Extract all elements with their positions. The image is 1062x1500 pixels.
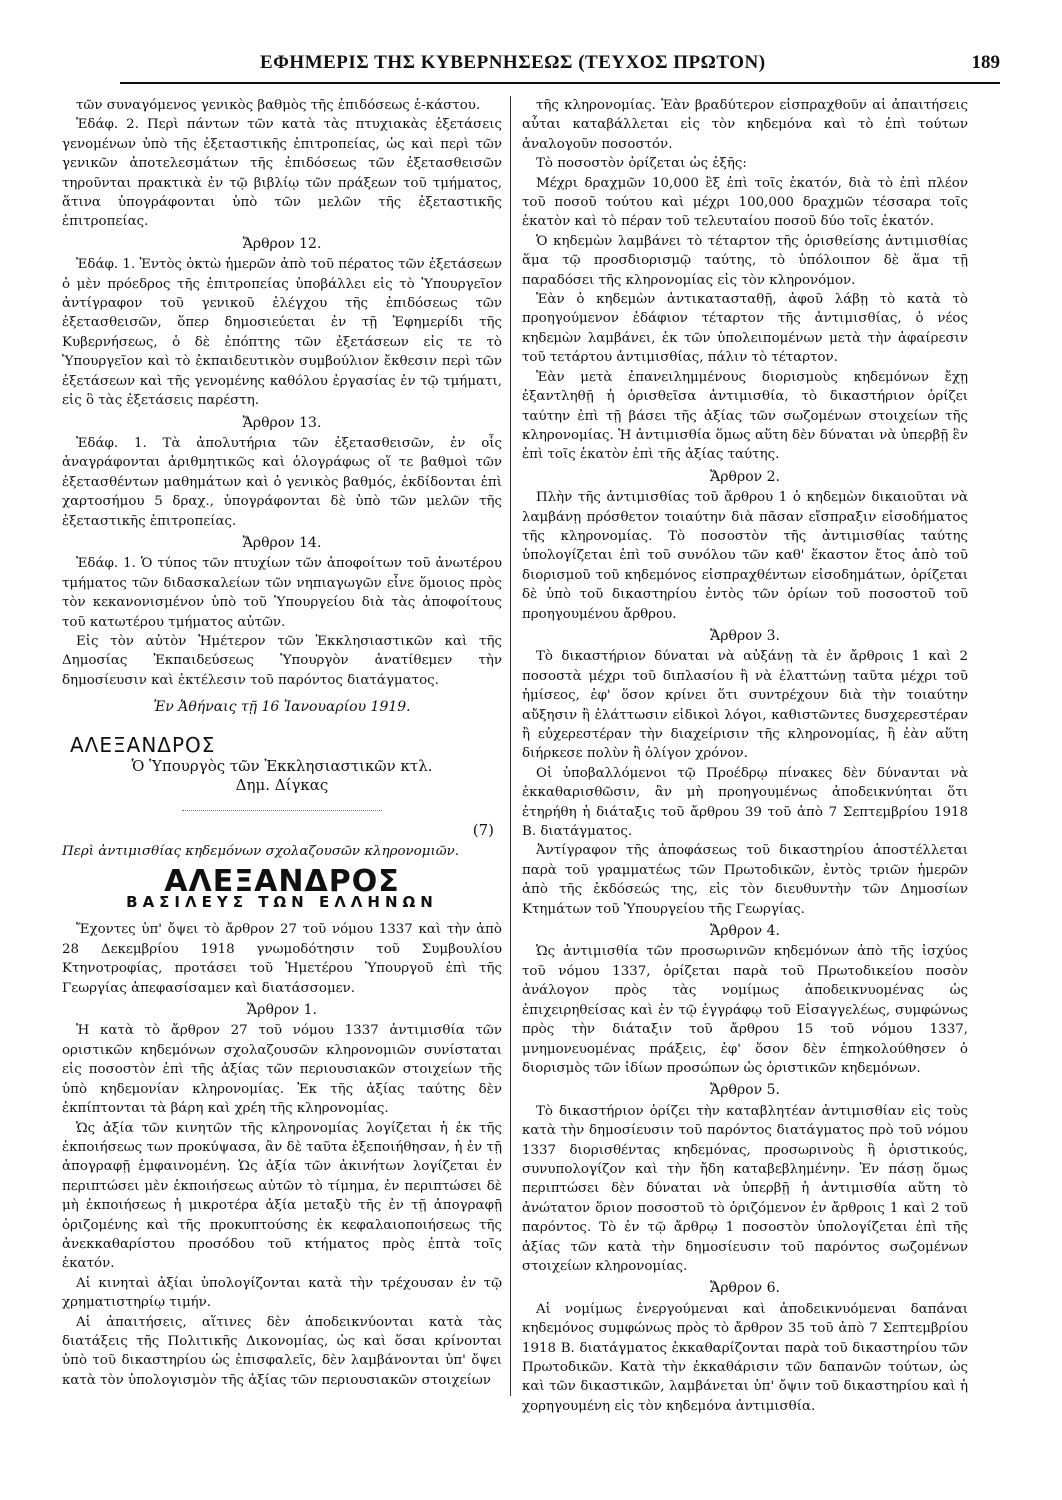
paragraph: Τὸ δικαστήριον δύναται νὰ αὐξάνῃ τὰ ἐν ἄρθροις 1 καὶ 2 ποσοστὰ μέχρι τοῦ διπλασίου ἢ νὰ ἐλαττώνῃ ταῦτα μέχρι τοῦ ἡμίσεος, ἐφ' ὅσον κρίνει ὅτι συντρέχουν διὰ τὴν τοιαύτην αὔξησιν ἢ ἐλάττωσιν εἰδικοὶ λόγοι, καθιστῶντες δυσχερεστέραν ἢ εὐχερεστέραν τὴν διαχείρισιν τῆς κληρονομίας, ἢ ἐὰν αὕτη διήρκεσε πολὺν ἢ ὀλίγον χρόνον. [522, 649, 968, 762]
gazette-title: ΕΦΗΜΕΡΙΣ ΤΗΣ ΚΥΒΕΡΝΗΣΕΩΣ (ΤΕΥΧΟΣ ΠΡΩΤΟΝ) [260, 52, 766, 73]
paragraph: Ὡς ἀντιμισθία τῶν προσωρινῶν κηδεμόνων ἀπὸ τῆς ἰσχύος τοῦ νόμου 1337, ὁρίζεται παρὰ τοῦ Πρωτοδικείου ποσὸν ἀνάλογον πρὸς τὰς νομίμως ἀποδεικνυομένας ὡς ἐπιχειρηθείσας καὶ ἐν τῷ ἐγγράφῳ τοῦ Εἰσαγγελέως, συμφώνως πρὸς τὴν διάταξιν τοῦ ἄρθρου 15 τοῦ νόμου 1337, μνημονευομένας πράξεις, ἐφ' ὅσον δὲν ἐπηκολούθησεν ὁ διορισμὸς τῶν ἰδίων προσώπων ὡς ὁριστικῶν κηδεμόνων. [522, 944, 968, 1076]
separator [182, 810, 382, 811]
paragraph: Εἰς τὸν αὐτὸν Ἡμέτερον τῶν Ἐκκλησιαστικῶν καὶ τῆς Δημοσίας Ἐκπαιδεύσεως Ὑπουργὸν ἀνατίθεμεν τὴν δημοσίευσιν καὶ ἐκτέλεσιν τοῦ παρόντος διατάγματος. [62, 633, 502, 688]
column-divider [510, 96, 511, 1396]
article-heading: Ἄρθρον 5. [710, 1082, 780, 1099]
signature-minister-role: Ὁ Ὑπουργὸς τῶν Ἐκκλησιαστικῶν κτλ. [131, 757, 433, 775]
article-heading: Ἄρθρον 13. [242, 414, 322, 431]
paragraph: Αἱ νομίμως ἐνεργούμεναι καὶ ἀποδεικνυόμεναι δαπάναι κηδεμόνος συμφώνως πρὸς τὸ ἄρθρον 35 τοῦ ἀπὸ 7 Σεπτεμβρίου 1918 Β. διατάγματος ἐκκαθαρίζονται παρὰ τοῦ δικαστηρίου τῶν Πρωτοδικῶν. Κατὰ τὴν ἐκκαθάρισιν τῶν δαπανῶν τούτων, ὡς καὶ τῶν δικαστικῶν, λαμβάνεται ὑπ' ὄψιν τοῦ δικαστηρίου καὶ ἡ χορηγουμένη εἰς τὸν κηδεμόνα ἀντιμισθία. [522, 1301, 968, 1414]
page-header [120, 48, 1000, 84]
left-column [62, 96, 502, 1406]
paragraph: Ἐδάφ. 1. Ἐντὸς ὀκτὼ ἡμερῶν ἀπὸ τοῦ πέρατος τῶν ἐξετάσεων ὁ μὲν πρόεδρος τῆς ἐπιτροπείας ὑποβάλλει εἰς τὸ Ὑπουργεῖον ἀντίγραφον τοῦ γενικοῦ ἐλέγχου τῆς ἐπιδόσεως τῶν ἐξετασθεισῶν, ὅπερ δημοσιεύεται ἐν τῇ Ἐφημερίδι τῆς Κυβερνήσεως, ὁ δὲ ἐπόπτης τῶν ἐξετάσεων εἰς τε τὸ Ὑπουργεῖον καὶ τὸ ἐκπαιδευτικὸν συμβούλιον ἔκθεσιν περὶ τῶν ἐξετάσεων καὶ τῆς γενομένης καθόλου ἐργασίας ἐν τῷ τμήματι, εἰς ὃ τὰς ἐξετάσεις παρέστη. [62, 257, 502, 409]
paragraph: Αἱ ἀπαιτήσεις, αἵτινες δὲν ἀποδεικνύονται κατὰ τὰς διατάξεις τῆς Πολιτικῆς Δικονομίας, ὡς καὶ ὅσαι κρίνονται ὑπὸ τοῦ δικαστηρίου ὡς ἐπισφαλεῖς, δὲν λαμβάνονται ὑπ' ὄψει κατὰ τὸν ὑπολογισμὸν τῆς ἀξίας τῶν περιουσιακῶν στοιχείων [62, 1314, 502, 1388]
paragraph: Ἀντίγραφον τῆς ἀποφάσεως τοῦ δικαστηρίου ἀποστέλλεται παρὰ τοῦ γραμματέως τῶν Πρωτοδικῶν, ἐντὸς τριῶν ἡμερῶν ἀπὸ τῆς ἐκδόσεώς της, εἰς τὸν διευθυντὴν τῶν Δημοσίων Κτημάτων τοῦ Ὑπουργείου τῆς Γεωργίας. [522, 843, 968, 917]
paragraph: Οἱ ὑποβαλλόμενοι τῷ Προέδρῳ πίνακες δὲν δύνανται νὰ ἐκκαθαρισθῶσιν, ἂν μὴ προηγουμένως ἀποδεικνύηται ὅτι ἐτηρήθη ἡ διάταξις τοῦ ἄρθρου 39 τοῦ ἀπὸ 7 Σεπτεμβρίου 1918 Β. διατάγματος. [522, 765, 968, 840]
article-heading: Ἄρθρον 6. [710, 1280, 780, 1297]
decree-number: (7) [472, 820, 494, 839]
paragraph: Ἐὰν ὁ κηδεμὼν ἀντικατασταθῇ, ἀφοῦ λάβῃ τὸ κατὰ τὸ προηγούμενον ἐδάφιον τέταρτον τῆς ἀντιμισθίας, ὁ νέος κηδεμὼν λαμβάνει, ἐκ τῶν ὑπολειπομένων μετὰ τὴν ἀφαίρεσιν τοῦ τετάρτου ἀντιμισθίας, πάλιν τὸ τέταρτον. [522, 292, 968, 366]
page-number: 189 [971, 52, 1000, 73]
decree-title: Περὶ ἀντιμισθίας κηδεμόνων σχολαζουσῶν κληρονομιῶν. [62, 844, 460, 860]
paragraph: Τὸ δικαστήριον ὁρίζει τὴν καταβλητέαν ἀντιμισθίαν εἰς τοὺς κατὰ τὴν δημοσίευσιν τοῦ παρόντος διατάγματος πρὸ τοῦ νόμου 1337 διορισθέντας κηδεμόνας, προσωρινοὺς ἢ ὁριστικούς, συνυπολογίζον καὶ τὴν ἤδη καταβεβλημένην. Ἐν πάσῃ ὅμως περιπτώσει δὲν δύναται νὰ ὑπερβῇ ἡ ἀντιμισθία αὕτη τὸ ἀνώτατον ὅριον ποσοστοῦ τὸ ὁριζόμενον ἐν ἄρθροις 1 καὶ 2 τοῦ παρόντος. Τὸ ἐν τῷ ἄρθρῳ 1 ποσοστὸν ὑπολογίζεται ἐπὶ τῆς ἀξίας τῶν κατὰ τὴν δημοσίευσιν τοῦ παρόντος σωζομένων στοιχείων κληρονομίας. [522, 1103, 968, 1274]
signature-king: ΑΛΕΞΑΝΔΡΟΣ [70, 732, 216, 757]
king-heading: ΑΛΕΞΑΝΔΡΟΣ [164, 863, 400, 899]
paragraph: τῶν συναγόμενος γενικὸς βαθμὸς τῆς ἐπιδόσεως ἑ-κάστου. [76, 98, 481, 113]
right-column [522, 96, 968, 1414]
paragraph: Ἐδάφ. 1. Ὁ τύπος τῶν πτυχίων τῶν ἀποφοίτων τοῦ ἀνωτέρου τμήματος τῶν διδασκαλείων τῶν νηπιαγωγῶν εἶνε ὅμοιος πρὸς τὸν κεκανονισμένον ὑπὸ τοῦ Ὑπουργείου διὰ τὰς ἀποφοίτους τοῦ κατωτέρου τμήματος αὐτῶν. [62, 556, 502, 630]
paragraph: Ἐδάφ. 1. Τὰ ἀπολυτήρια τῶν ἐξετασθεισῶν, ἐν οἷς ἀναγράφονται ἀριθμητικῶς καὶ ὁλογράφως οἵ τε βαθμοὶ τῶν ἐξετασθέντων μαθημάτων καὶ ὁ γενικὸς βαθμός, ἐκδίδονται ἐπὶ χαρτοσήμου 5 δραχ., ὑπογράφονται δὲ ὑπὸ τῶν μελῶν τῆς ἐξεταστικῆς ἐπιτροπείας. [62, 435, 502, 529]
article-heading: Ἄρθρον 3. [710, 627, 780, 644]
paragraph: Ὁ κηδεμὼν λαμβάνει τὸ τέταρτον τῆς ὁρισθείσης ἀντιμισθίας ἅμα τῷ προσδιορισμῷ ταύτης, τὸ ὑπόλοιπον δὲ ἅμα τῇ παραδόσει τῆς κληρονομίας εἰς τὸν κληρονόμον. [522, 233, 968, 288]
decree-date: Ἐν Ἀθήναις τῇ 16 Ἰανουαρίου 1919. [153, 699, 411, 716]
paragraph: Τὸ ποσοστὸν ὁρίζεται ὡς ἑξῆς: [536, 156, 747, 172]
paragraph: Μέχρι δραχμῶν 10,000 ἓξ ἐπὶ τοῖς ἑκατόν, διὰ τὸ ἐπὶ πλέον τοῦ ποσοῦ τούτου καὶ μέχρι 100,000 δραχμῶν τέσσαρα τοῖς ἑκατὸν καὶ τὸ πέραν τοῦ τελευταίου ποσοῦ δύο τοῖς ἑκατόν. [522, 175, 968, 230]
article-heading: Ἄρθρον 2. [710, 468, 780, 485]
signature-minister-name: Δημ. Δίγκας [235, 776, 329, 795]
paragraph: Ἔχοντες ὑπ' ὄψει τὸ ἄρθρον 27 τοῦ νόμου 1337 καὶ τὴν ἀπὸ 28 Δεκεμβρίου 1918 γνωμοδότησιν τοῦ Συμβουλίου Κτηνοτροφίας, προτάσει τοῦ Ἡμετέρου Ὑπουργοῦ ἐπὶ τῆς Γεωργίας ἀπεφασίσαμεν καὶ διατάσσομεν. [62, 922, 502, 996]
article-heading: Ἄρθρον 12. [242, 235, 322, 252]
paragraph: Αἱ κινηταὶ ἀξίαι ὑπολογίζονται κατὰ τὴν τρέχουσαν ἐν τῷ χρηματιστηρίῳ τιμήν. [62, 1275, 502, 1311]
article-heading: Ἄρθρον 4. [710, 923, 780, 940]
paragraph: τῆς κληρονομίας. Ἐὰν βραδύτερον εἰσπραχθοῦν αἱ ἀπαιτήσεις αὗται καταβάλλεται εἰς τὸν κηδεμόνα καὶ τὸ ἐπὶ τούτων ἀναλογοῦν ποσοστόν. [522, 98, 968, 152]
paragraph: Ἡ κατὰ τὸ ἄρθρον 27 τοῦ νόμου 1337 ἀντιμισθία τῶν οριστικῶν κηδεμόνων σχολαζουσῶν κληρονομιῶν συνίσταται εἰς ποσοστὸν ἐπὶ τῆς ἀξίας τῶν περιουσιακῶν στοιχείων τῆς ὑπὸ κηδεμονίαν κληρονομίας. Ἐκ τῆς ἀξίας ταύτης δὲν ἐκπίπτονται τὰ βάρη καὶ χρέη τῆς κληρονομίας. [62, 1023, 502, 1117]
article-heading: Ἄρθρον 1. [247, 1002, 317, 1019]
article-heading: Ἄρθρον 14. [242, 534, 322, 551]
paragraph: Ἐὰν μετὰ ἐπανειλημμένους διορισμοὺς κηδεμόνων ἔχῃ ἐξαντληθῇ ἡ ὁρισθεῖσα ἀντιμισθία, τὸ δικαστήριον ὁρίζει ταύτην ἐπὶ τῇ βάσει τῆς ἀξίας τῶν σωζομένων στοιχείων τῆς κληρονομίας. Ἡ ἀντιμισθία ὅμως αὕτη δὲν δύναται νὰ ὑπερβῇ ἓν ἐπὶ τοῖς ἑκατὸν ἐπὶ τῆς ἀξίας ταύτης. [522, 369, 968, 463]
paragraph: Πλὴν τῆς ἀντιμισθίας τοῦ ἄρθρου 1 ὁ κηδεμὼν δικαιοῦται νὰ λαμβάνῃ πρόσθετον τοιαύτην διὰ πᾶσαν εἴσπραξιν εἰσοδήματος τῆς κληρονομίας. Τὸ ποσοστὸν τῆς ἀντιμισθίας ταύτης ὑπολογίζεται ἐπὶ τοῦ συνόλου τῶν καθ' ἕκαστον ἔτος ἀπὸ τοῦ διορισμοῦ τοῦ κηδεμόνος εἰσπραχθέντων εἰσοδημάτων, ὁρίζεται δὲ ὑπὸ τοῦ δικαστηρίου ἐντὸς τῶν ὁρίων τοῦ ποσοστοῦ τοῦ προηγουμένου ἄρθρου. [522, 490, 968, 622]
paragraph: Ἐδάφ. 2. Περὶ πάντων τῶν κατὰ τὰς πτυχιακὰς ἐξετάσεις γενομένων ὑπὸ τῆς ἐξεταστικῆς ἐπιτροπείας, ὡς καὶ περὶ τῶν γενικῶν ἀποτελεσμάτων τῆς ἐπιδόσεως τῶν ἐξετασθεισῶν τηροῦνται πρακτικὰ ἐν τῷ βιβλίῳ τῶν πράξεων τοῦ τμήματος, ἅτινα ὑπογράφονται ὑπὸ τῶν μελῶν τῆς ἐξεταστικῆς ἐπιτροπείας. [62, 117, 502, 230]
king-subheading: ΒΑΣΙΛΕΥΣ ΤΩΝ ΕΛΛΗΝΩΝ [126, 893, 438, 912]
paragraph: Ὡς ἀξία τῶν κινητῶν τῆς κληρονομίας λογίζεται ἡ ἐκ τῆς ἐκποιήσεως των προκύψασα, ἂν δὲ ταῦτα ἐξεποιήθησαν, ἡ ἐν τῇ ἀπογραφῇ ἐμφαινομένη. Ὡς ἀξία τῶν ἀκινήτων λογίζεται ἐν περιπτώσει μὲν ἐκποιήσεως αὐτῶν τὸ τίμημα, ἐν περιπτώσει δὲ μὴ ἐκποιήσεως ἡ μικροτέρα ἀξία μεταξὺ τῆς ἐν τῇ ἀπογραφῇ ὁριζομένης καὶ τῆς προκυπτούσης ἐκ κεφαλαιοποιήσεως τῆς ἀνεκκαθαρίστου προσόδου τοῦ κτήματος πρὸς ἐπτὰ τοῖς ἑκατόν. [62, 1120, 502, 1272]
